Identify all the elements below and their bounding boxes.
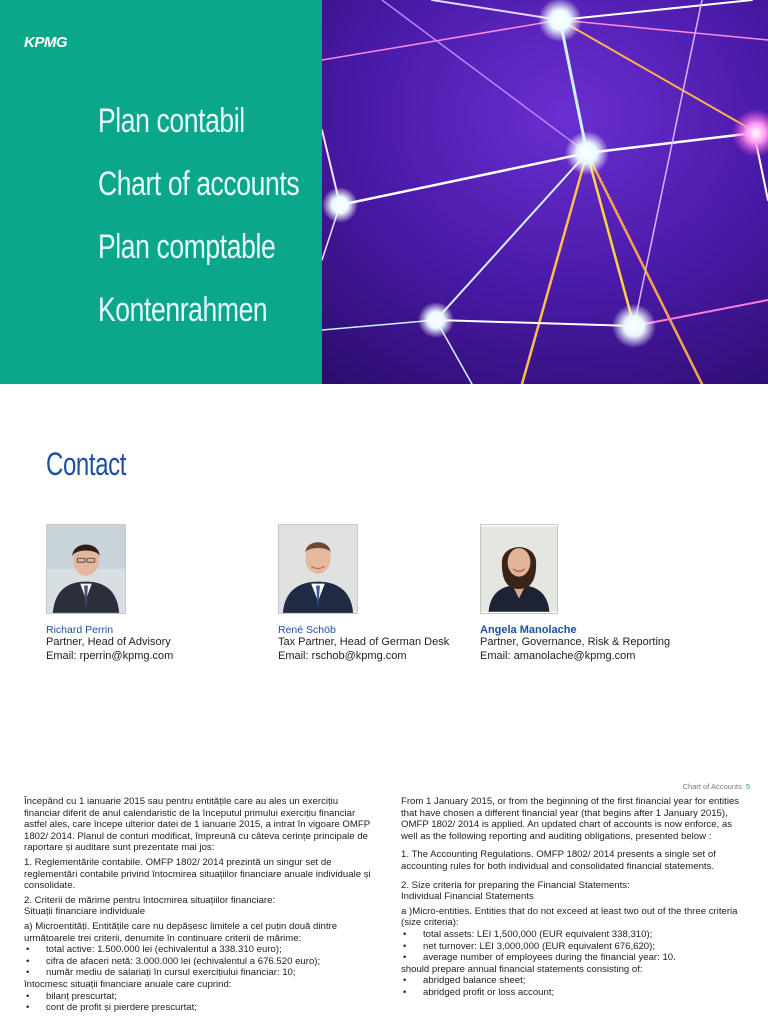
list-item: • bilanț prescurtat;: [24, 991, 374, 1003]
cover-titles: [98, 90, 356, 342]
cover-title-en: Chart of accounts: [98, 165, 300, 203]
paragraph-statements-list-intro: întocmesc situații financiare anuale care cuprind:: [24, 978, 232, 990]
list-item: • număr mediu de salariați în cursul exercițiului financiar: 10;: [24, 967, 374, 979]
paragraph-size-criteria: 2. Criterii de mărime pentru întocmirea situațiilor financiare:: [24, 894, 276, 906]
contact-name: Angela Manolache: [480, 624, 577, 636]
contact-card-richard-perrin: [46, 524, 256, 663]
cover: [0, 0, 768, 384]
page-number: 5: [745, 782, 750, 791]
paragraph-individual-statements: Situații financiare individuale: [24, 906, 146, 918]
cover-green-panel: [0, 0, 322, 384]
list-item: • abridged balance sheet;: [401, 975, 751, 987]
contact-name: Richard Perrin: [46, 624, 114, 636]
list-item: • average number of employees during the financial year: 10.: [401, 952, 751, 964]
cover-title-fr: Plan comptable: [98, 228, 276, 266]
intro-paragraph: Începând cu 1 ianuarie 2015 sau pentru entitățile care au ales un exercițiu financiar diferit de anul calendaristic de la începutul primului exercițiu financiar astfel ales, care începe ulterior datei de 1 ianuarie 2015, a intrat în vigoare OMFP 1802/ 2014. Planul de conturi modificat, împreună cu câteva cerințe principale de raportare și auditare sunt prezentate mai jos:: [24, 796, 370, 854]
network-image: [322, 0, 768, 384]
contact-email[interactable]: Email: rschob@kpmg.com: [278, 649, 407, 662]
contact-email[interactable]: Email: amanolache@kpmg.com: [480, 649, 636, 662]
page-footer: [683, 782, 750, 791]
network-graphic: [322, 0, 768, 384]
contact-card-rene-schob: [278, 524, 488, 663]
contact-card-angela-manolache: [480, 524, 720, 663]
list-item: • cifra de afaceri netă: 3.000.000 lei (echivalentul a 676.520 euro);: [24, 956, 374, 968]
contact-heading: Contact: [46, 446, 127, 482]
page-label: Chart of Accounts: [682, 782, 742, 791]
list-item: • abridged profit or loss account;: [401, 987, 751, 999]
portrait-photo: [278, 524, 358, 614]
criteria-list: [401, 929, 751, 964]
cover-title-ro: Plan contabil: [98, 102, 245, 140]
paragraph-accounting-regulations: 1. Reglementările contabile. OMFP 1802/ 2014 prezintă un singur set de reglementări contabile privind întocmirea situațiilor financiare anuale individuale și consolidate.: [24, 856, 371, 892]
paragraph-size-criteria: 2. Size criteria for preparing the Financial Statements:: [401, 879, 630, 891]
intro-paragraph: From 1 January 2015, or from the beginning of the first financial year for entities that have chosen a different financial year (that begins after 1 January 2015), OMFP 1802/ 2014 is applied. An updated chart of accounts is now enforce, as well as the following reporting and auditing obligations, presented below :: [401, 796, 740, 842]
contact-name: René Schöb: [278, 624, 336, 636]
statements-list: [24, 991, 374, 1014]
list-item: • total assets: LEI 1,500,000 (EUR equivalent 338,310);: [401, 929, 751, 941]
contact-email[interactable]: Email: rperrin@kpmg.com: [46, 649, 174, 662]
paragraph-accounting-regulations: 1. The Accounting Regulations. OMFP 1802/ 2014 presents a single set of accounting rules for both individual and consolidated financial statements.: [401, 849, 716, 872]
portrait-photo: [46, 524, 126, 614]
cover-title-de: Kontenrahmen: [98, 291, 268, 329]
list-item: • net turnover: LEI 3,000,000 (EUR equivalent 676,620);: [401, 941, 751, 953]
paragraph-micro-entities: a) Microentități. Entitățile care nu depășesc limitele a cel puțin două dintre următoarele trei criterii, denumite în continuare criterii de mărime:: [24, 920, 338, 944]
list-item: • cont de profit și pierdere prescurtat;: [24, 1002, 374, 1014]
contact-role: Partner, Head of Advisory: [46, 636, 171, 648]
paragraph-micro-entities: a )Micro-entities. Entities that do not exceed at least two out of the three criteria (size criteria):: [401, 905, 738, 929]
text-column-english: [401, 796, 751, 999]
text-column-romanian: [24, 796, 374, 1014]
contact-role: Partner, Governance, Risk & Reporting: [480, 636, 671, 648]
contact-role: Tax Partner, Head of German Desk: [278, 636, 450, 648]
list-item: • total active: 1.500.000 lei (echivalentul a 338.310 euro);: [24, 944, 374, 956]
portrait-photo: [480, 524, 558, 614]
paragraph-individual-statements: Individual Financial Statements: [401, 891, 534, 903]
paragraph-statements-list-intro: should prepare annual financial statements consisting of:: [401, 963, 643, 975]
kpmg-logo: KPMG: [24, 34, 67, 51]
statements-list: [401, 975, 751, 998]
criteria-list: [24, 944, 374, 979]
